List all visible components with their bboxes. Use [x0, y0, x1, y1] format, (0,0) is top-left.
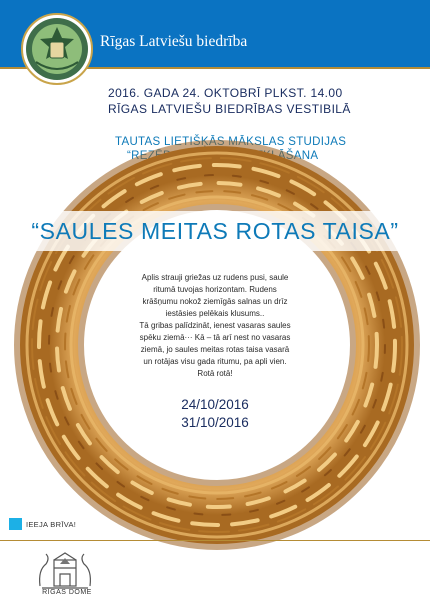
society-crest-logo — [20, 12, 94, 86]
event-title-text: “SAULES MEITAS ROTAS TAISA” — [31, 218, 399, 244]
description-line: Aplis strauji griežas uz rudens pusi, saule — [141, 273, 289, 282]
description-line: spēku ziemā··· Kā – tā arī nest no vasaras — [139, 333, 291, 342]
event-date-time: 2016. GADA 24. OKTOBRĪ PLKST. 14.00 — [108, 86, 343, 100]
event-title — [0, 205, 430, 257]
sponsor-label: RĪGAS DOME — [42, 589, 92, 596]
exhibition-opening: “REZĒDA” IZSTĀDES ATKLĀŠANA — [127, 150, 319, 162]
description-line: Tā gribas palīdzināt, ienest vasaras saules — [139, 321, 291, 330]
event-venue: RĪGAS LATVIEŠU BIEDRĪBAS VESTIBILĀ — [108, 102, 351, 116]
description-line: Rotā rotā! — [197, 369, 233, 378]
studio-name: TAUTAS LIETIŠĶĀS MĀKSLAS STUDIJAS — [115, 136, 347, 148]
description-line: ziemā, jo saules meitas rotas taisa vasarā — [140, 345, 290, 354]
free-entry-marker — [9, 518, 22, 530]
event-description — [130, 272, 300, 380]
exhibition-end-date: 31/10/2016 — [181, 415, 249, 430]
free-entry-label: IEEJA BRĪVA! — [26, 520, 77, 529]
organization-name: Rīgas Latviešu biedrība — [100, 33, 248, 50]
footer-divider — [0, 540, 430, 541]
description-line: krāšņumu nokož ziemīgās salnas un drīz — [142, 297, 288, 306]
exhibition-start-date: 24/10/2016 — [181, 397, 249, 412]
description-line: un rotājas visu gada ritumu, pa apli vien. — [143, 357, 287, 366]
riga-coat-of-arms-logo — [34, 550, 96, 590]
description-line: iestāsies pelēkais klusums.. — [165, 309, 265, 318]
description-line: ritumā tuvojas horizontam. Rudens — [153, 285, 277, 294]
